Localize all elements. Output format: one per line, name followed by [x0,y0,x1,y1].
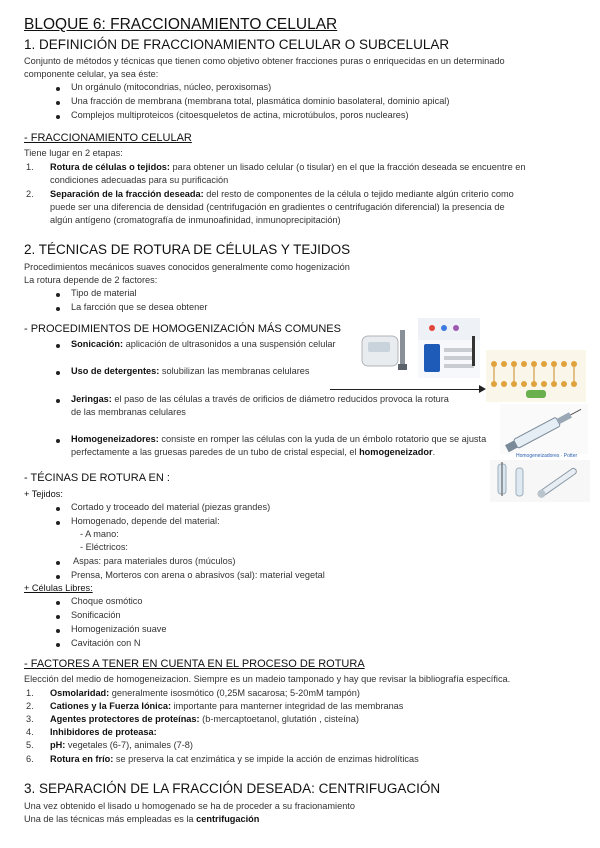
proc-sonicacion [71,339,336,349]
s3-line-1: Una vez obtenido el lisado u homogenado se ha de proceder a su fracionamiento [24,801,355,811]
bullet-icon [56,101,60,105]
homogenizer-image [490,460,590,502]
factor-item-3 [50,714,359,724]
bullet-icon [56,293,60,297]
stage-2-text: del resto de componentes de la célula o tejido mediante algún criterio como [203,189,514,199]
bullet-icon [56,521,60,525]
factores-subheading: - FACTORES A TENER EN CUENTA EN EL PROCESO DE ROTURA [24,658,365,670]
a-mano: - A mano: [80,529,119,539]
item-3-label: Agentes protectores de proteínas: [50,714,200,724]
stage-1-number: 1. [26,162,34,172]
libres-label: + Células Libres: [24,583,93,593]
bullet-icon [56,615,60,619]
item-6-text: se preserva la cat enzimática y se impide la acción de enzimas hidrolíticas [113,754,419,764]
stage-1-text: para obtener un lisado celular (o tisular) en el que la fracción deseada se encuentre en [169,162,526,172]
tejidos-label: + Tejidos: [24,489,63,499]
s1-bullet-3: Complejos multiproteicos (citoesqueletos de actina, microtúbulos, poros nucleares) [71,110,409,120]
tejido-4: Prensa, Morteros con arena o abrasivos (sal): material vegetal [71,570,325,580]
tecnicas-subheading: - TÉCINAS DE ROTURA EN : [24,472,170,484]
factor-item-1 [50,688,360,698]
factor-item-5 [50,740,193,750]
stage-2-line [50,189,514,199]
section-2-heading: 2. TÉCNICAS DE ROTURA DE CÉLULAS Y TEJIDOS [24,242,351,257]
proc-2-text: solubilizan las membranas celulares [159,366,310,376]
proc-2-label: Uso de detergentes: [71,366,160,376]
section-1-heading: 1. DEFINICIÓN DE FRACCIONAMIENTO CELULAR O SUBCELULAR [24,37,450,52]
proc-4-cont-b: homogeneizador [359,447,433,457]
proc-4-cont-a: perfectamente a las gruesas paredes de un tubo de cristal especial, el [71,447,360,457]
item-4-label: Inhibidores de proteasa: [50,727,157,737]
detergent-lab-image [418,318,480,378]
bullet-icon [56,87,60,91]
proc-jeringas [71,394,449,404]
proc-homogeneizadores [71,434,486,444]
s2-intro-line-1: Procedimientos mecánicos suaves conocidos generalmente como hogenización [24,262,350,272]
item-5-text: vegetales (6-7), animales (7-8) [65,740,193,750]
item-6-number: 6. [26,754,34,764]
tejido-3: Aspas: para materiales duros (múculos) [73,556,236,566]
stage-2-number: 2. [26,189,34,199]
item-1-label: Osmolaridad: [50,688,110,698]
bullet-icon [56,439,60,443]
page-title: BLOQUE 6: FRACCIONAMIENTO CELULAR [24,16,338,33]
bullet-icon [56,344,60,348]
bullet-icon [56,371,60,375]
syringe-image [500,404,588,454]
stage-1-label: Rotura de células o tejidos: [50,162,170,172]
item-1-number: 1. [26,688,34,698]
libre-2: Sonificación [71,610,121,620]
bullet-icon [56,115,60,119]
factor-2: La farcción que se desea obtener [71,302,208,312]
factor-item-2 [50,701,403,711]
electricos: - Eléctricos: [80,542,128,552]
s3-line-2-b: centrifugación [196,814,260,824]
stage-1-line [50,162,525,172]
item-5-label: pH: [50,740,66,750]
proc-4-cont-c: . [432,447,436,457]
stage-1-cont: condiciones adecuadas para su purificación [50,175,229,185]
proc-4-cont [71,447,435,457]
s1-bullet-1: Un orgánulo (mitocondrias, núcleo, peroxisomas) [71,82,272,92]
s1-intro-line-2: componente celular, ya sea éste: [24,69,159,79]
item-2-number: 2. [26,701,34,711]
procedimientos-subheading: - PROCEDIMIENTOS DE HOMOGENIZACIÓN MÁS COMUNES [24,323,341,335]
sonicator-image [360,328,415,373]
pipette-icon [472,336,475,366]
membrane-diagram-image [486,350,586,402]
item-1-text: generalmente isosmótico (0,25M sacarosa; 5-20mM tampón) [109,688,360,698]
factor-item-6 [50,754,419,764]
factores-intro: Elección del medio de homogeneizacion. Siempre es un madeio tamponado y hay que revisar la bibliografía específica. [24,674,511,684]
arrow-head-icon [479,385,486,393]
bullet-icon [56,307,60,311]
bullet-icon [56,575,60,579]
bullet-icon [56,507,60,511]
fraccionamiento-subheading: - FRACCIONAMIENTO CELULAR [24,132,192,144]
stage-2-cont-2: algún antígeno (cromatografía de inmunoafinidad, inmunoprecipitación) [50,215,341,225]
stages-intro: Tiene lugar en 2 etapas: [24,148,123,158]
s3-line-2-a: Una de las técnicas más empleadas es la [24,814,197,824]
tejido-2: Homogenado, depende del material: [71,516,220,526]
proc-3-text: el paso de las células a través de orificios de diámetro reducidos provoca la rotura [111,394,449,404]
tejido-1: Cortado y troceado del material (piezas grandes) [71,502,271,512]
stage-2-label: Separación de la fracción deseada: [50,189,204,199]
bullet-icon [56,629,60,633]
libre-4: Cavitación con N [71,638,141,648]
item-5-number: 5. [26,740,34,750]
proc-4-text: consiste en romper las células con la yuda de un émbolo rotatorio que se ajusta [158,434,487,444]
factor-item-4 [50,727,157,737]
section-3-heading: 3. SEPARACIÓN DE LA FRACCIÓN DESEADA: CENTRIFUGACIÓN [24,781,441,796]
item-3-text: (b-mercaptoetanol, glutatión , cisteína) [199,714,359,724]
item-2-text: importante para manterner integridad de las membranas [171,701,404,711]
item-6-label: Rotura en frío: [50,754,114,764]
s1-intro-line-1: Conjunto de métodos y técnicas que tienen como objetivo obtener fracciones puras o enriquecidas en un determinado [24,56,505,66]
proc-detergentes [71,366,309,376]
bullet-icon [56,643,60,647]
item-3-number: 3. [26,714,34,724]
homogenizer-caption: Homogeneizadores · Potter [516,453,578,459]
arrow-line [330,389,480,390]
proc-3-cont: de las membranas celulares [71,407,186,417]
factor-1: Tipo de material [71,288,137,298]
stage-2-cont-1: puede ser una diferencia de densidad (centrifugación en gradientes o centrifugación diferencial) la presencia de [50,202,505,212]
s2-intro-line-2: La rotura depende de 2 factores: [24,275,158,285]
bullet-icon [56,399,60,403]
proc-1-label: Sonicación: [71,339,124,349]
proc-4-label: Homogeneizadores: [71,434,159,444]
libre-1: Choque osmótico [71,596,143,606]
item-4-number: 4. [26,727,34,737]
s1-bullet-2: Una fracción de membrana (membrana total, plasmática dominio basolateral, dominio apical) [71,96,450,106]
s3-line-2 [24,814,259,824]
proc-3-label: Jeringas: [71,394,112,404]
bullet-icon [56,601,60,605]
proc-1-text: aplicación de ultrasonidos a una suspensión celular [123,339,336,349]
libre-3: Homogenización suave [71,624,167,634]
bullet-icon [56,561,60,565]
item-2-label: Cationes y la Fuerza Iónica: [50,701,172,711]
